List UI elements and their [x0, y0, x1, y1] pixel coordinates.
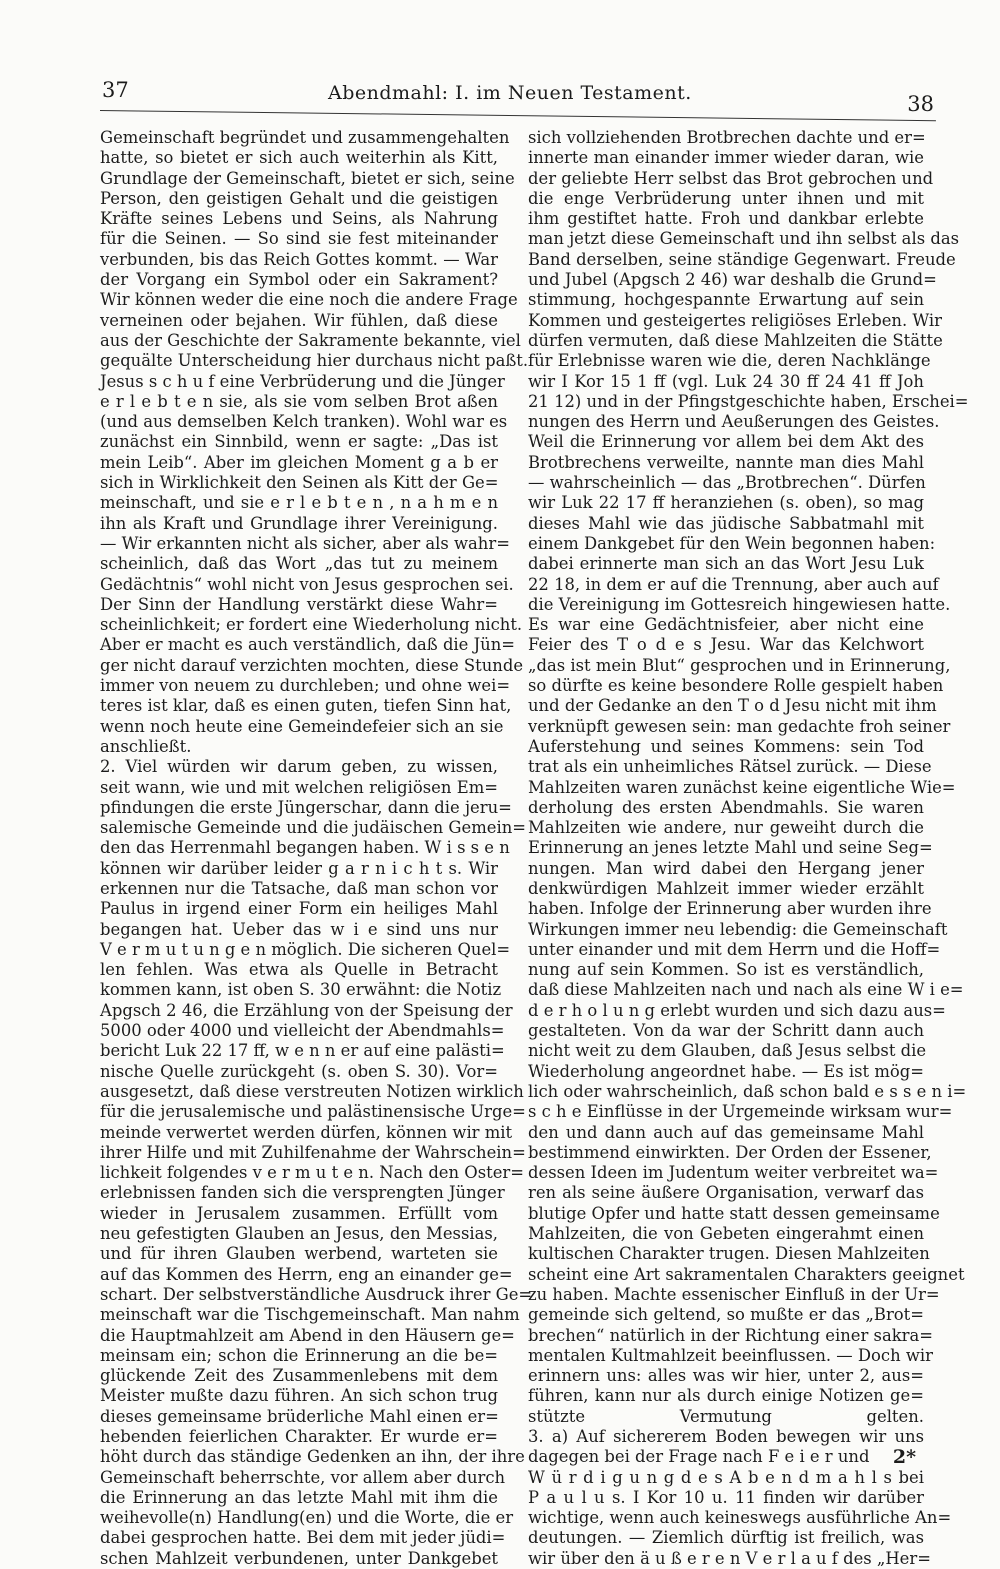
text-line: Erinnerung an jenes letzte Mahl und seine Seg=: [528, 838, 933, 858]
text-line: können wir darüber leider g a r n i c h t s. Wir: [100, 858, 498, 878]
text-line: nungen des Herrn und Aeußerungen des Geistes.: [528, 412, 940, 432]
text-line: ihrer Hilfe und mit Zuhilfenahme der Wahrschein=: [100, 1142, 526, 1162]
text-line: Wirkungen immer neu lebendig: die Gemeinschaft: [528, 919, 948, 939]
left-column: [100, 128, 533, 1569]
text-line: scheinlich, daß das Wort „das tut zu meinem: [100, 554, 498, 574]
text-line: wir I Kor 15 1 ff (vgl. Luk 24 30 ff 24 41 ff Joh: [528, 371, 924, 391]
text-line: Brotbrechens verweilte, nannte man dies Mahl: [528, 452, 924, 472]
signature-mark: 2*: [892, 1446, 916, 1468]
text-line: den und dann auch auf das gemeinsame Mahl: [528, 1122, 924, 1142]
text-line: und der Gedanke an den T o d Jesu nicht mit ihm: [528, 696, 937, 716]
text-line: „das ist mein Blut“ gesprochen und in Erinnerung,: [528, 655, 951, 675]
text-line: meinschaft war die Tischgemeinschaft. Man nahm: [100, 1305, 520, 1325]
text-line: Apgsch 2 46, die Erzählung von der Speisung der: [100, 1000, 513, 1020]
text-line: salemische Gemeinde und die judäischen Gemein=: [100, 818, 526, 838]
text-line: erinnern uns: alles was wir hier, unter 2, aus=: [528, 1366, 924, 1386]
text-line: — Wir erkannten nicht als sicher, aber als wahr=: [100, 533, 510, 553]
text-line: denkwürdigen Mahlzeit immer wieder erzählt: [528, 878, 924, 898]
text-line: Gemeinschaft beherrschte, vor allem aber durch: [100, 1467, 506, 1487]
text-line: dagegen bei der Frage nach F e i e r und: [528, 1447, 870, 1467]
text-line: weihevolle(n) Handlung(en) und die Worte, die er: [100, 1508, 514, 1528]
text-line: nungen. Man wird dabei den Hergang jener: [528, 858, 924, 878]
text-line: scheinlichkeit; er fordert eine Wiederholung nicht.: [100, 615, 523, 635]
text-line: lichkeit folgendes v e r m u t e n. Nach den Oster=: [100, 1163, 524, 1183]
text-line: Kräfte seines Lebens und Seins, als Nahrung: [100, 209, 498, 229]
text-line: wir über den ä u ß e r e n V e r l a u f des „Her=: [528, 1548, 931, 1568]
text-line: ren als seine äußere Organisation, verwarf das: [528, 1183, 924, 1203]
text-line: aus der Geschichte der Sakramente bekannte, viel: [100, 330, 521, 350]
text-line: (und aus demselben Kelch tranken). Wohl war es: [100, 412, 508, 432]
text-line: Aber er macht es auch verständlich, daß die Jün=: [100, 635, 516, 655]
text-line: meinschaft, und sie e r l e b t e n , n a h m e n: [100, 493, 498, 513]
text-line: Meister mußte dazu führen. An sich schon trug: [100, 1386, 498, 1406]
text-line: Person, den geistigen Gehalt und die geistigen: [100, 188, 498, 208]
text-line: schen Mahlzeit verbundenen, unter Dankgebet: [100, 1548, 498, 1568]
text-line: — wahrscheinlich — das „Brotbrechen“. Dürfen: [528, 473, 926, 493]
text-line: len fehlen. Was etwa als Quelle in Betracht: [100, 960, 498, 980]
text-line: wenn noch heute eine Gemeindefeier sich an sie: [100, 716, 504, 736]
text-line: Wiederholung angeordnet habe. — Es ist mög=: [528, 1061, 924, 1081]
text-line: nicht weit zu dem Glauben, daß Jesus selbst die: [528, 1041, 927, 1061]
text-line: gestalteten. Von da war der Schritt dann auch: [528, 1021, 924, 1041]
text-line: dieses Mahl wie das jüdische Sabbatmahl mit: [528, 513, 924, 533]
text-line: sich in Wirklichkeit den Seinen als Kitt der Ge=: [100, 473, 499, 493]
text-line: hebenden feierlichen Charakter. Er wurde er=: [100, 1427, 498, 1446]
text-line: Wir können weder die eine noch die andere Frage: [100, 290, 518, 310]
text-line: kommen kann, ist oben S. 30 erwähnt: die Notiz: [100, 980, 502, 1000]
text-line: haben. Infolge der Erinnerung aber wurden ihre: [528, 899, 932, 919]
text-line: daß diese Mahlzeiten nach und nach als eine W i e=: [528, 980, 964, 1000]
text-line: nung auf sein Kommen. So ist es verständlich,: [528, 960, 924, 980]
text-line: s c h e Einflüsse in der Urgemeinde wirksam wur=: [528, 1102, 953, 1122]
text-line: für Erlebnisse waren wie die, deren Nachklänge: [528, 351, 931, 371]
header-rule: [100, 110, 936, 121]
text-line: die Erinnerung an das letzte Mahl mit ihm die: [100, 1487, 498, 1507]
running-title: Abendmahl: I. im Neuen Testament.: [328, 82, 692, 104]
text-line: d e r h o l u n g erlebt wurden und sich dazu aus=: [528, 1000, 946, 1020]
text-line: 21 12) und in der Pfingstgeschichte haben, Erschei=: [528, 391, 969, 411]
text-line: glückende Zeit des Zusammenlebens mit dem: [100, 1366, 498, 1386]
text-line: der geliebte Herr selbst das Brot gebrochen und: [528, 168, 934, 188]
text-line: blutige Opfer und hatte statt dessen gemeinsame: [528, 1203, 940, 1223]
text-line: 2. Viel würden wir darum geben, zu wissen,: [100, 757, 498, 777]
text-line: die Vereinigung im Gottesreich hingewiesen hatte.: [528, 594, 951, 614]
text-line: bericht Luk 22 17 ff, w e n n er auf eine palästi=: [100, 1041, 505, 1061]
text-line: verbunden, bis das Reich Gottes kommt. — War: [100, 249, 498, 269]
text-line: ger nicht darauf verzichten mochten, diese Stunde: [100, 655, 524, 675]
text-line: höht durch das ständige Gedenken an ihn, der ihre: [100, 1447, 525, 1467]
text-line: seit wann, wie und mit welchen religiösen Em=: [100, 777, 498, 797]
text-line: ihn als Kraft und Grundlage ihrer Vereinigung.: [100, 513, 498, 533]
text-line: 3. a) Auf sichererem Boden bewegen wir uns: [528, 1427, 924, 1446]
text-line: unter einander und mit dem Herrn und die Hoff=: [528, 939, 941, 959]
text-line: dieses gemeinsame brüderliche Mahl einen er=: [100, 1406, 499, 1426]
text-line: die enge Verbrüderung unter ihnen und mit: [528, 188, 924, 208]
text-line: kultischen Charakter trugen. Diesen Mahlzeiten: [528, 1244, 930, 1264]
text-line: neu gefestigten Glauben an Jesus, den Messias,: [100, 1224, 498, 1244]
text-line: zu haben. Machte essenischer Einfluß in der Ur=: [528, 1284, 940, 1304]
text-line: meinsam ein; schon die Erinnerung an die be=: [100, 1345, 498, 1365]
text-line: 22 18, in dem er auf die Trennung, aber auch auf: [528, 574, 939, 594]
text-line: meinde verwertet werden dürfen, können wir mit: [100, 1122, 513, 1142]
page-number-right: 38: [907, 92, 934, 116]
text-line: gequälte Unterscheidung hier durchaus nicht paßt.: [100, 351, 529, 371]
text-line: Jesus s c h u f eine Verbrüderung und die Jünger: [100, 371, 505, 391]
text-line: sich vollziehenden Brotbrechen dachte und er=: [528, 128, 926, 147]
text-line: Kommen und gesteigertes religiöses Erleben. Wir: [528, 310, 943, 330]
text-line: trat als ein unheimliches Rätsel zurück. — Diese: [528, 757, 932, 777]
text-line: anschließt.: [100, 736, 192, 756]
text-line: den das Herrenmahl begangen haben. W i s s e n: [100, 838, 510, 858]
text-line: man jetzt diese Gemeinschaft und ihn selbst als das: [528, 229, 959, 249]
text-line: brechen“ natürlich in der Richtung einer sakra=: [528, 1325, 934, 1345]
text-line: erlebnissen fanden sich die versprengten Jünger: [100, 1183, 505, 1203]
text-line: Feier des T o d e s Jesu. War das Kelchwort: [528, 635, 924, 655]
text-line: wichtige, wenn auch keineswegs ausführliche An=: [528, 1508, 952, 1528]
text-line: gemeinde sich geltend, so mußte er das „Brot=: [528, 1305, 924, 1325]
text-line: teres ist klar, daß es einen guten, tiefen Sinn hat,: [100, 696, 512, 716]
text-line: Auferstehung und seines Kommens: sein Tod: [528, 736, 924, 756]
text-line: so dürfte es keine besondere Rolle gespielt haben: [528, 676, 944, 696]
text-line: dabei erinnerte man sich an das Wort Jesu Luk: [528, 554, 924, 574]
text-line: dabei gesprochen hatte. Bei dem mit jeder jüdi=: [100, 1528, 506, 1548]
text-line: e r l e b t e n sie, als sie vom selben Brot aßen: [100, 391, 498, 411]
text-line: Mahlzeiten wie andere, nur geweiht durch die: [528, 818, 924, 838]
text-line: Es war eine Gedächtnisfeier, aber nicht eine: [528, 615, 924, 635]
text-line: stützte Vermutung gelten.: [528, 1406, 924, 1426]
text-line: wir Luk 22 17 ff heranziehen (s. oben), so mag: [528, 493, 924, 513]
text-line: dessen Ideen im Judentum weiter verbreitet wa=: [528, 1163, 939, 1183]
text-line: verneinen oder bejahen. Wir fühlen, daß diese: [100, 310, 498, 330]
text-line: mentalen Kultmahlzeit beeinflussen. — Doch wir: [528, 1345, 933, 1365]
text-line: P a u l u s. I Kor 10 u. 11 finden wir darüber: [528, 1487, 924, 1507]
running-header: [98, 76, 938, 116]
text-line: Gedächtnis“ wohl nicht von Jesus gesprochen sei.: [100, 574, 514, 594]
right-column: [528, 128, 969, 1569]
text-line: dürfen vermuten, daß diese Mahlzeiten die Stätte: [528, 330, 943, 350]
text-line: Weil die Erinnerung vor allem bei dem Akt des: [528, 432, 924, 452]
text-line: derholung des ersten Abendmahls. Sie waren: [528, 797, 924, 817]
text-line: führen, kann nur als durch einige Notizen ge=: [528, 1386, 924, 1406]
text-line: lich oder wahrscheinlich, daß schon bald e s s e n i=: [528, 1081, 967, 1101]
text-line: zunächst ein Sinnbild, wenn er sagte: „Das ist: [100, 432, 498, 452]
text-line: verknüpft gewesen sein: man gedachte froh seiner: [528, 716, 951, 736]
text-line: W ü r d i g u n g d e s A b e n d m a h l s bei: [528, 1467, 924, 1487]
text-line: Band derselben, seine ständige Gegenwart. Freude: [528, 249, 956, 269]
text-line: stimmung, hochgespannte Erwartung auf sein: [528, 290, 924, 310]
text-line: begangen hat. Ueber das w i e sind uns nur: [100, 919, 498, 939]
text-line: mein Leib“. Aber im gleichen Moment g a b er: [100, 452, 498, 472]
text-line: ihm gestiftet hatte. Froh und dankbar erlebte: [528, 209, 924, 229]
text-line: einem Dankgebet für den Wein begonnen haben:: [528, 533, 936, 553]
text-line: Paulus in irgend einer Form ein heiliges Mahl: [100, 899, 498, 919]
text-line: V e r m u t u n g e n möglich. Die sicheren Quel=: [100, 939, 511, 959]
text-line: Mahlzeiten, die von Gebeten eingerahmt einen: [528, 1224, 924, 1244]
text-line: nische Quelle zurückgeht (s. oben S. 30). Vor=: [100, 1061, 498, 1081]
text-line: schart. Der selbstverständliche Ausdruck ihrer Ge=: [100, 1284, 533, 1304]
text-line: für die jerusalemische und palästinensische Urge=: [100, 1102, 526, 1122]
text-line: hatte, so bietet er sich auch weiterhin als Kitt,: [100, 148, 498, 168]
text-line: Der Sinn der Handlung verstärkt diese Wahr=: [100, 594, 498, 614]
text-line: für die Seinen. — So sind sie fest miteinander: [100, 229, 498, 249]
text-line: 5000 oder 4000 und vielleicht der Abendmahls=: [100, 1021, 505, 1041]
text-line: erkennen nur die Tatsache, daß man schon vor: [100, 878, 498, 898]
text-line: Gemeinschaft begründet und zusammengehalten: [100, 128, 510, 147]
text-line: ausgesetzt, daß diese verstreuten Notizen wirklich: [100, 1081, 524, 1101]
text-line: die Hauptmahlzeit am Abend in den Häusern ge=: [100, 1325, 515, 1345]
text-line: deutungen. — Ziemlich dürftig ist freilich, was: [528, 1528, 924, 1548]
text-line: und Jubel (Apgsch 2 46) war deshalb die Grund=: [528, 270, 937, 290]
text-line: Mahlzeiten waren zunächst keine eigentliche Wie=: [528, 777, 956, 797]
text-line: innerte man einander immer wieder daran, wie: [528, 148, 924, 168]
text-line: pfindungen die erste Jüngerschar, dann die jeru=: [100, 797, 512, 817]
text-line: wieder in Jerusalem zusammen. Erfüllt vom: [100, 1203, 498, 1223]
text-line: Grundlage der Gemeinschaft, bietet er sich, seine: [100, 168, 515, 188]
text-line: immer von neuem zu durchleben; und ohne wei=: [100, 676, 511, 696]
text-line: scheint eine Art sakramentalen Charakters geeignet: [528, 1264, 965, 1284]
text-line: bestimmend einwirkten. Der Orden der Essener,: [528, 1142, 932, 1162]
text-line: der Vorgang ein Symbol oder ein Sakrament?: [100, 270, 498, 290]
text-line: und für ihren Glauben werbend, warteten sie: [100, 1244, 498, 1264]
text-line: auf das Kommen des Herrn, eng an einander ge=: [100, 1264, 513, 1284]
page-number-left: 37: [102, 78, 129, 102]
